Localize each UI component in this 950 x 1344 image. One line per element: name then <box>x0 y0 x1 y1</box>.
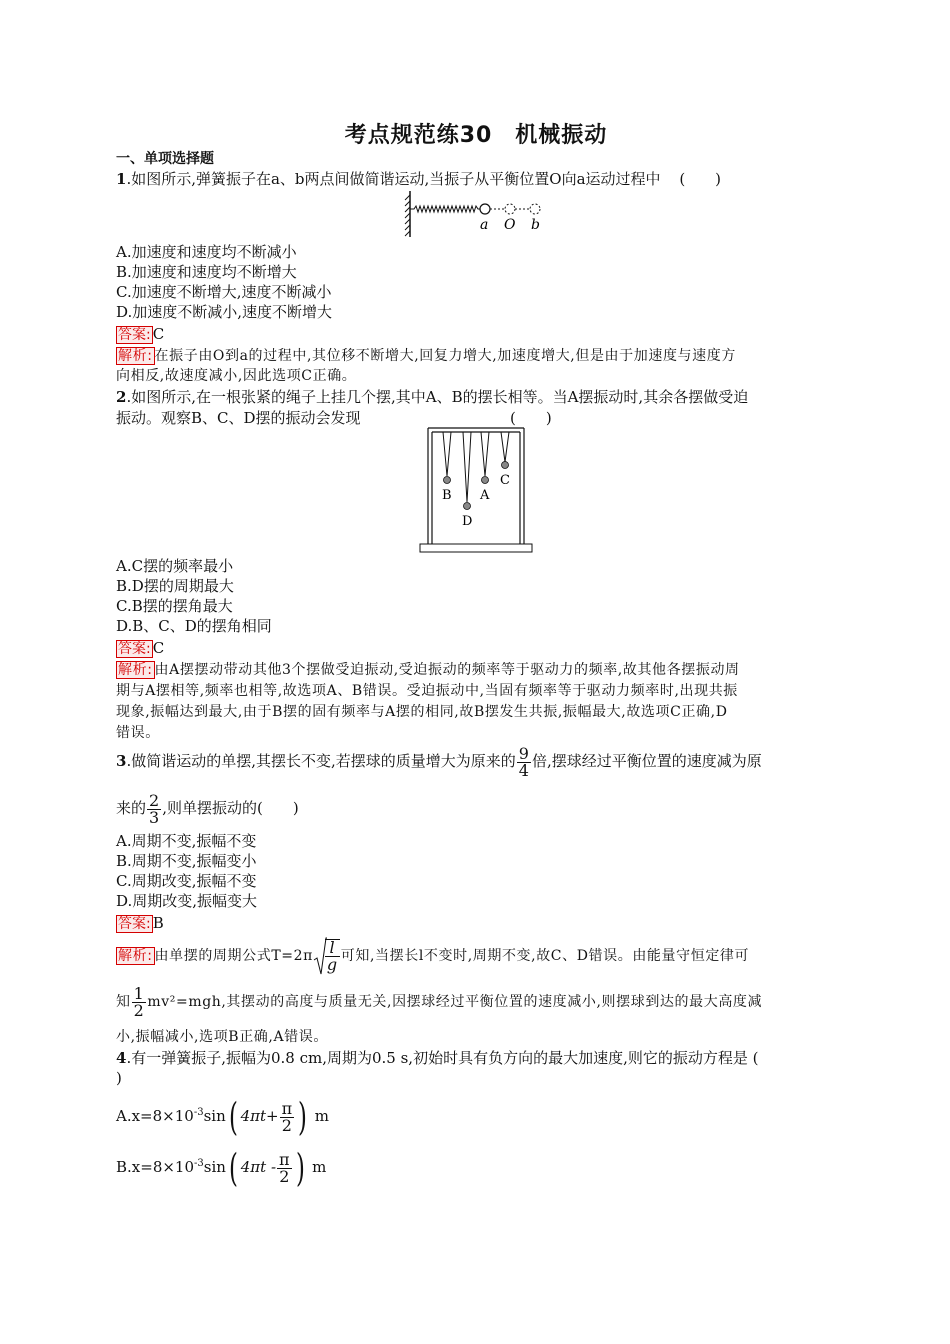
optB-pi-over-2 <box>277 1149 292 1186</box>
q1-text: .如图所示,弹簧振子在a、b两点间做简谐运动,当振子从平衡位置O向a运动过程中 <box>126 170 661 188</box>
q3-exp-text: 由单摆的周期公式T=2π <box>154 948 313 964</box>
q1-stem <box>116 169 721 189</box>
q2-answer-value: C <box>152 639 165 657</box>
frac-denominator: g <box>326 955 338 974</box>
q3-fraction-2-3 <box>147 790 161 827</box>
q2-paren: ( ) <box>510 409 552 427</box>
explanation-tag: 解析: <box>118 348 153 364</box>
q3-option-c: C.周期改变,振幅不变 <box>116 872 257 890</box>
q1-exp-text: 在振子由O到a的过程中,其位移不断增大,回复力增大,加速度增大,但是由于加速度与速度方 <box>154 348 736 364</box>
answer-tag: 答案: <box>118 641 151 657</box>
frac-numerator: π <box>279 1149 290 1169</box>
optA-pre: A.x=8×10 <box>116 1107 194 1125</box>
sqrt-l-over-g <box>313 934 341 978</box>
q2-number: 2 <box>116 388 127 406</box>
label-a: a <box>480 217 489 233</box>
q2-explanation-line4: 错误。 <box>116 725 160 741</box>
q2-stem-line1 <box>116 387 748 407</box>
pendulum-figure <box>418 424 534 556</box>
q3-text: .做简谐运动的单摆,其摆长不变,若摆球的质量增大为原来的 <box>126 752 516 770</box>
page-title: 考点规范练30 机械振动 <box>344 123 608 148</box>
q4-option-a: $A.x=8\times 10^{-3}\sin$( 4πt+ $\frac{\pi}{2}$ ) m <box>116 1095 329 1139</box>
frac-numerator: 1 <box>133 983 145 1003</box>
section-heading: 一、单项选择题 <box>116 151 214 167</box>
optB-sin: sin <box>203 1158 226 1176</box>
optA-exp: -3 <box>193 1107 204 1118</box>
q2-option-b: B.D摆的周期最大 <box>116 577 234 595</box>
q3-text4: ,则单摆振动的( ) <box>162 799 299 817</box>
q2-option-a: A.C摆的频率最小 <box>116 557 234 575</box>
optA-unit: m <box>314 1107 329 1125</box>
label-D: D <box>462 514 473 529</box>
q2-text: .如图所示,在一根张紧的绳子上挂几个摆,其中A、B的摆长相等。当A摆振动时,其余各摆做受迫 <box>126 388 749 406</box>
q1-number: 1 <box>116 170 127 188</box>
q3-answer-value: B <box>152 914 164 932</box>
half-fraction <box>132 983 147 1020</box>
q2-option-d: D.B、C、D的摆角相同 <box>116 617 272 635</box>
frac-numerator: 9 <box>518 743 529 763</box>
q3-text3: 来的 <box>116 799 147 817</box>
optA-sin: sin <box>203 1107 226 1125</box>
q1-answer <box>116 324 164 344</box>
q2-option-c: C.B摆的摆角最大 <box>116 597 233 615</box>
label-C: C <box>500 473 510 488</box>
explanation-tag: 解析: <box>118 662 153 678</box>
q3-explanation-line2 <box>116 983 762 1021</box>
q3-exp-text4: mv²=mgh,其摆动的高度与质量无关,因摆球经过平衡位置的速度减小,则摆球到达的最大高度减 <box>147 994 763 1010</box>
q4-text: .有一弹簧振子,振幅为0.8 cm,周期为0.5 s,初始时具有负方向的最大加速度,则它的振动方程是 ( <box>126 1049 759 1067</box>
q1-answer-value: C <box>152 325 165 343</box>
label-A: A <box>480 488 490 503</box>
spring-oscillator-figure <box>404 189 554 239</box>
frac-numerator: 2 <box>149 790 160 810</box>
q3-answer <box>116 913 164 933</box>
q3-number: 3 <box>116 752 127 770</box>
q4-stem-line2: ) <box>116 1069 122 1087</box>
q1-option-a: A.加速度和速度均不断减小 <box>116 243 297 261</box>
frac-denominator: 2 <box>281 1115 292 1135</box>
optB-arg: 4πt - <box>240 1158 277 1176</box>
frac-denominator: 2 <box>279 1166 290 1186</box>
q3-option-a: A.周期不变,振幅不变 <box>116 832 257 850</box>
optA-pi-over-2 <box>280 1098 295 1135</box>
q2-text2: 振动。观察B、C、D摆的振动会发现 <box>116 409 361 427</box>
q1-paren: ( ) <box>679 170 722 188</box>
q1-option-d: D.加速度不断减小,速度不断增大 <box>116 303 333 321</box>
explanation-tag: 解析: <box>118 948 153 964</box>
optB-unit: m <box>312 1158 327 1176</box>
q4-number: 4 <box>116 1049 127 1067</box>
q3-fraction-9-4 <box>517 743 531 780</box>
q2-explanation-line1 <box>116 660 740 680</box>
label-B: B <box>442 488 452 503</box>
q2-stem-line2 <box>116 408 552 428</box>
q3-option-d: D.周期改变,振幅变大 <box>116 892 258 910</box>
q1-option-b: B.加速度和速度均不断增大 <box>116 263 297 281</box>
frac-denominator: 3 <box>149 807 160 827</box>
q3-exp-text3: 知 <box>116 994 131 1010</box>
q1-option-c: C.加速度不断增大,速度不断减小 <box>116 283 332 301</box>
q2-answer <box>116 638 164 658</box>
q3-stem-line2 <box>116 789 299 827</box>
q2-explanation-line2: 期与A摆相等,频率也相等,故选项A、B错误。受迫振动中,当固有频率等于驱动力频率时,出现共振 <box>116 683 738 699</box>
optB-exp: -3 <box>194 1158 204 1169</box>
q3-text2: 倍,摆球经过平衡位置的速度减为原 <box>531 752 762 770</box>
q3-stem-line1 <box>116 742 762 780</box>
q4-option-b: $B.x=8\times 10^{-3}\sin$( 4πt - $\frac{\pi}{2}$ ) m <box>116 1146 327 1190</box>
label-b: b <box>531 217 540 233</box>
frac-denominator: 4 <box>518 760 529 780</box>
answer-tag: 答案: <box>118 916 151 932</box>
q1-explanation-line1 <box>116 346 736 366</box>
q2-exp-text: 由A摆摆动带动其他3个摆做受迫振动,受迫振动的频率等于驱动力的频率,故其他各摆振动周 <box>154 662 740 678</box>
answer-tag: 答案: <box>118 327 151 343</box>
q3-explanation-line3: 小,振幅减小,选项B正确,A错误。 <box>116 1029 328 1045</box>
q3-option-b: B.周期不变,振幅变小 <box>116 852 257 870</box>
q1-explanation-line2: 向相反,故速度减小,因此选项C正确。 <box>116 368 357 384</box>
q2-explanation-line3: 现象,振幅达到最大,由于B摆的固有频率与A摆的相同,故B摆发生共振,振幅最大,故选项C正确,D <box>116 704 728 720</box>
q4-stem-line1 <box>116 1048 758 1068</box>
frac-numerator: π <box>281 1098 293 1118</box>
q3-exp-text2: 可知,当摆长l不变时,周期不变,故C、D错误。由能量守恒定律可 <box>340 948 750 964</box>
label-O: O <box>504 217 516 233</box>
q3-explanation-line1 <box>116 934 749 978</box>
frac-denominator: 2 <box>133 1000 145 1020</box>
frac-numerator: l <box>325 940 340 957</box>
optB-pre: B.x=8×10 <box>116 1158 195 1176</box>
optA-arg: 4πt+ <box>240 1107 279 1125</box>
